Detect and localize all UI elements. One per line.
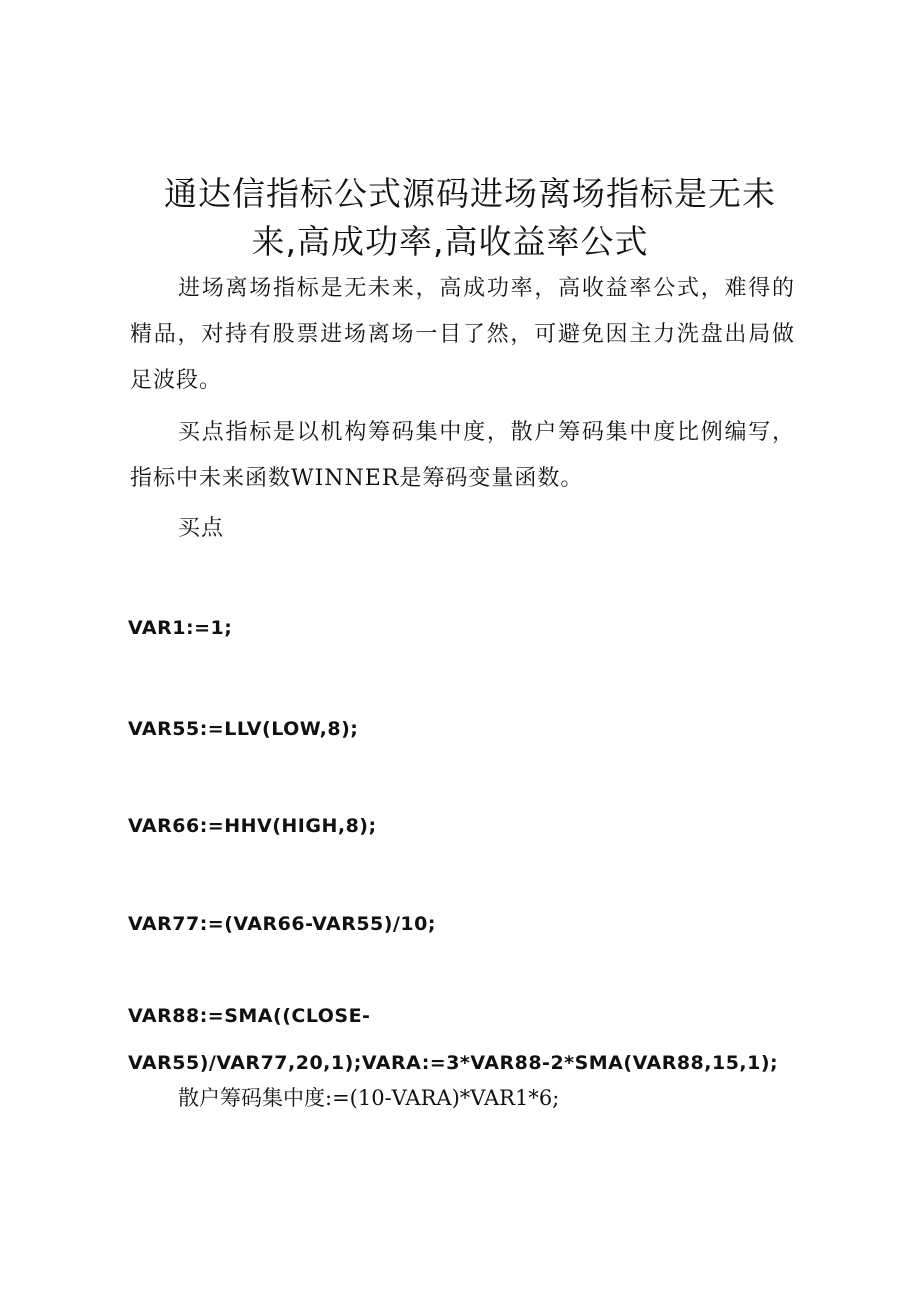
document-title-line2: 来,高成功率,高收益率公式 xyxy=(251,222,649,261)
code-line-var66: VAR66:=HHV(HIGH,8); xyxy=(128,815,377,837)
buy-point-heading: 买点 xyxy=(178,516,225,541)
code-line-var88-vara: VAR55)/VAR77,20,1);VARA:=3*VAR88-2*SMA(VAR88,15,1); xyxy=(128,1052,779,1074)
buy-point-description: 买点指标是以机构筹码集中度，散户筹码集中度比例编写，指标中未来函数WINNER是筹码变量函数。 xyxy=(130,420,795,491)
document-title-line1: 通达信指标公式源码进场离场指标是无未 xyxy=(164,174,776,213)
code-line-var77: VAR77:=(VAR66-VAR55)/10; xyxy=(128,913,436,935)
retail-concentration-formula: 散户筹码集中度:=(10-VARA)*VAR1*6; xyxy=(178,1086,560,1110)
code-line-var1: VAR1:=1; xyxy=(128,617,233,639)
code-line-var55: VAR55:=LLV(LOW,8); xyxy=(128,718,359,740)
intro-paragraph: 进场离场指标是无未来，高成功率，高收益率公式，难得的精品，对持有股票进场离场一目了然，可避免因主力洗盘出局做足波段。 xyxy=(130,276,795,393)
code-line-var88-start: VAR88:=SMA((CLOSE- xyxy=(128,1005,371,1027)
